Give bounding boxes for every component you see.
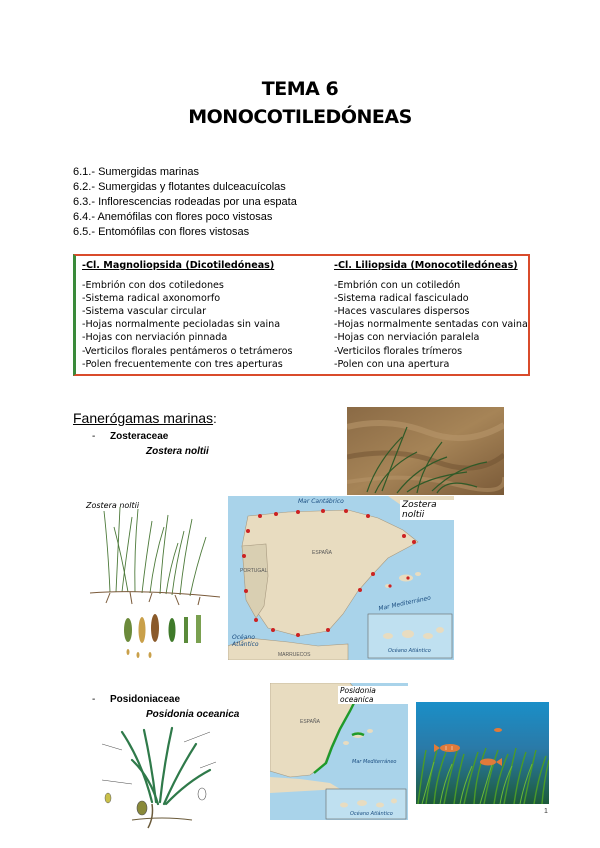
sea-label: Mar Cantábrico (298, 498, 344, 505)
dicot-trait: -Hojas normalmente pecioladas sin vaina (82, 319, 281, 331)
topic-list (73, 165, 297, 240)
dicot-trait: -Sistema radical axonomorfo (82, 293, 221, 305)
topic-item: 6.4.- Anemófilas con flores poco vistosas (73, 211, 273, 223)
country-label: ESPAÑA (312, 550, 332, 556)
posidonia-distribution-map (270, 683, 408, 820)
dicot-trait: -Embrión con dos cotiledones (82, 280, 224, 292)
section-heading (73, 410, 217, 428)
class-comparison-table (73, 254, 530, 376)
topic-item: 6.3.- Inflorescencias rodeadas por una espata (73, 196, 297, 208)
monocot-column (334, 259, 528, 371)
monocot-trait: -Embrión con un cotiledón (334, 280, 461, 292)
monocot-trait: -Sistema radical fasciculado (334, 293, 469, 305)
monocot-trait: -Verticilos florales trímeros (334, 345, 463, 357)
dicot-header: -Cl. Magnoliopsida (Dicotiledóneas) (82, 260, 275, 271)
monocot-trait: -Polen con una apertura (334, 358, 450, 370)
ocean-label: Océano Atlántico (350, 811, 393, 817)
species-zostera-noltii: Zostera noltii (146, 446, 209, 457)
bullet: - (92, 694, 96, 705)
posidonia-photo (416, 702, 549, 804)
country-label: ESPAÑA (300, 719, 320, 725)
topic-item: 6.1.- Sumergidas marinas (73, 166, 199, 178)
section-heading-colon: : (213, 411, 217, 426)
bullet: - (92, 431, 96, 442)
family-posidoniaceae: Posidoniaceae (110, 694, 181, 705)
monocot-trait: -Haces vasculares dispersos (334, 306, 470, 318)
drawing-label: Zostera noltii (86, 501, 140, 510)
species-posidonia-oceanica: Posidonia oceanica (146, 709, 240, 720)
family-zosteraceae: Zosteraceae (110, 431, 169, 442)
page-number: 1 (544, 808, 548, 815)
dicot-trait: -Sistema vascular circular (82, 306, 207, 318)
sea-label: Mar Mediterráneo (377, 594, 432, 613)
zostera-distribution-map (228, 496, 454, 660)
dicot-trait: -Verticilos florales pentámeros o tetrámeros (82, 345, 293, 357)
monocot-trait: -Hojas normalmente sentadas con vaina (334, 319, 528, 331)
posidonia-drawing (92, 722, 242, 830)
dicot-trait: -Hojas con nerviación pinnada (82, 332, 228, 344)
section-heading-text: Fanerógamas marinas (73, 410, 214, 426)
monocot-trait: -Hojas con nerviación paralela (334, 332, 480, 344)
sea-label: Mar Mediterráneo (352, 759, 397, 765)
zostera-drawing (80, 497, 225, 662)
monocot-header: -Cl. Liliopsida (Monocotiledóneas) (334, 260, 518, 271)
country-label: PORTUGAL (240, 568, 268, 574)
ocean-label: Océano Atlántico (388, 648, 431, 654)
page-title: TEMA 6 (261, 78, 339, 100)
dicot-column (82, 259, 293, 371)
map-title: Zostera noltii (400, 500, 454, 520)
map-title: Posidonia oceanica (338, 686, 408, 704)
topic-item: 6.5.- Entomófilas con flores vistosas (73, 226, 250, 238)
zostera-photo (347, 407, 504, 495)
country-label: MARRUECOS (278, 652, 311, 658)
topic-item: 6.2.- Sumergidas y flotantes dulceacuícolas (73, 181, 286, 193)
page-subtitle: MONOCOTILEDÓNEAS (188, 106, 412, 128)
dicot-trait: -Polen frecuentemente con tres aperturas (82, 358, 283, 370)
ocean-label: Océano Atlántico (232, 634, 259, 648)
